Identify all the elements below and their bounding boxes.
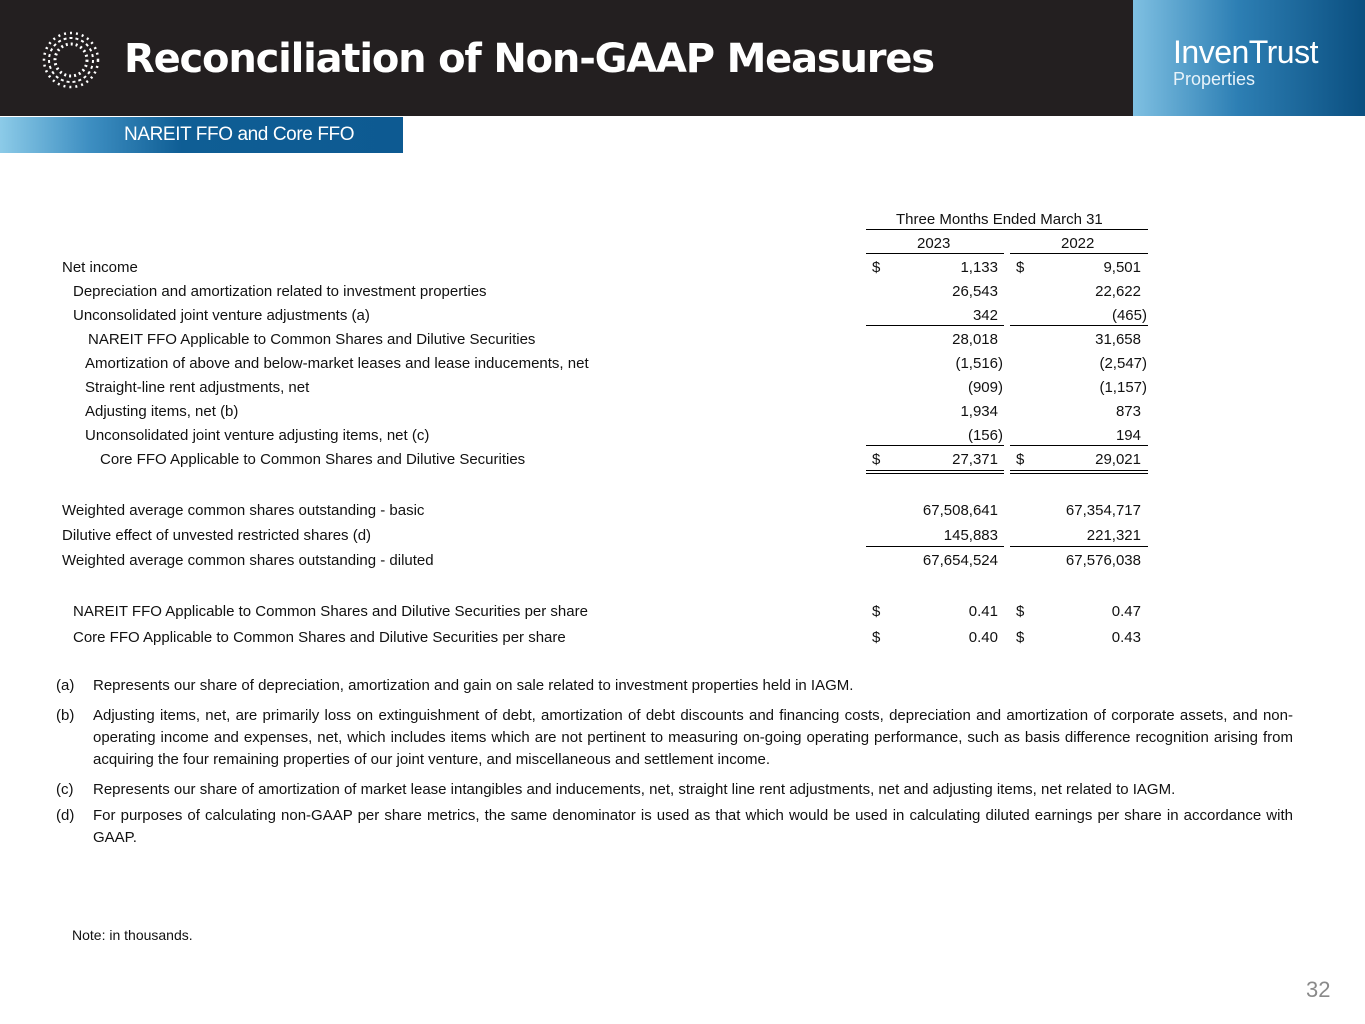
- row-label: NAREIT FFO Applicable to Common Shares and Dilutive Securities: [88, 331, 536, 348]
- row-label: Unconsolidated joint venture adjustments (a): [73, 307, 370, 324]
- page-number: 32: [1306, 977, 1331, 1002]
- row-label: Core FFO Applicable to Common Shares and Dilutive Securities per share: [73, 629, 566, 646]
- value-2022: (465): [1111, 307, 1147, 324]
- value-2023: 27,371: [952, 451, 998, 468]
- footnote: [56, 675, 1293, 697]
- value-2023: (156): [967, 427, 1003, 444]
- currency-symbol: $: [872, 259, 881, 276]
- value-2022: 9,501: [1103, 259, 1141, 276]
- currency-symbol: $: [872, 629, 881, 646]
- units-note: Note: in thousands.: [72, 927, 193, 943]
- row-label: Net income: [62, 259, 138, 276]
- value-2022: (1,157): [1099, 379, 1147, 396]
- footnote-label: (a): [56, 677, 75, 694]
- currency-symbol: $: [1016, 603, 1025, 620]
- year-header-2022: 2022: [1061, 235, 1095, 252]
- value-2022: 29,021: [1095, 451, 1141, 468]
- value-2023: 28,018: [952, 331, 998, 348]
- value-2022: 31,658: [1095, 331, 1141, 348]
- currency-symbol: $: [1016, 451, 1025, 468]
- row-label: Weighted average common shares outstanding - basic: [62, 502, 425, 519]
- value-2023: 0.41: [968, 603, 998, 620]
- header-bar: [0, 0, 1133, 116]
- row-label: Depreciation and amortization related to investment properties: [73, 283, 487, 300]
- value-2022: 873: [1115, 403, 1141, 420]
- company-logo-icon: [34, 30, 108, 90]
- row-label: Amortization of above and below-market leases and lease inducements, net: [85, 355, 589, 372]
- value-2023: (1,516): [955, 355, 1003, 372]
- value-2023: 26,543: [952, 283, 998, 300]
- row-label: NAREIT FFO Applicable to Common Shares and Dilutive Securities per share: [73, 603, 588, 620]
- currency-symbol: $: [872, 603, 881, 620]
- footnote-text: Represents our share of amortization of market lease intangibles and inducements, net, straight line rent adjustments, net and adjusting items, net related to IAGM.: [93, 781, 1176, 798]
- footnote: [56, 805, 1293, 849]
- value-2023: 1,934: [960, 403, 998, 420]
- row-label: Unconsolidated joint venture adjusting items, net (c): [85, 427, 430, 444]
- brand-subtitle: Properties: [1173, 69, 1256, 89]
- value-2023: 0.40: [968, 629, 998, 646]
- section-subtitle: NAREIT FFO and Core FFO: [124, 124, 355, 145]
- value-2022: 221,321: [1086, 527, 1141, 544]
- value-2023: (909): [967, 379, 1003, 396]
- footnote-label: (d): [56, 807, 75, 824]
- value-2022: 67,576,038: [1065, 552, 1141, 569]
- footnote: [56, 705, 1293, 771]
- period-header: Three Months Ended March 31: [896, 211, 1103, 228]
- footnote-label: (c): [56, 781, 74, 798]
- value-2022: (2,547): [1099, 355, 1147, 372]
- row-label: Dilutive effect of unvested restricted shares (d): [62, 527, 372, 544]
- value-2023: 342: [972, 307, 998, 324]
- footnote-text: For purposes of calculating non-GAAP per share metrics, the same denominator is used as that which would be used in calculating diluted earnings per share in accordance with GAAP.: [93, 807, 1293, 846]
- value-2023: 67,508,641: [922, 502, 998, 519]
- row-label: Adjusting items, net (b): [85, 403, 239, 420]
- row-label: Straight-line rent adjustments, net: [85, 379, 310, 396]
- footnote: [56, 779, 1293, 801]
- currency-symbol: $: [1016, 629, 1025, 646]
- value-2022: 194: [1115, 427, 1141, 444]
- value-2023: 67,654,524: [922, 552, 998, 569]
- currency-symbol: $: [872, 451, 881, 468]
- brand-name: InvenTrust: [1173, 34, 1318, 70]
- value-2023: 145,883: [943, 527, 998, 544]
- row-label: Core FFO Applicable to Common Shares and Dilutive Securities: [100, 451, 526, 468]
- value-2022: 0.43: [1111, 629, 1141, 646]
- currency-symbol: $: [1016, 259, 1025, 276]
- year-header-2023: 2023: [917, 235, 951, 252]
- row-label: Weighted average common shares outstanding - diluted: [62, 552, 434, 569]
- footnote-text: Represents our share of depreciation, amortization and gain on sale related to investment properties held in IAGM.: [93, 677, 854, 694]
- brand-logo: [1133, 0, 1365, 116]
- value-2022: 0.47: [1111, 603, 1141, 620]
- page-title: Reconciliation of Non-GAAP Measures: [124, 36, 934, 82]
- value-2023: 1,133: [960, 259, 998, 276]
- footnote-text: Adjusting items, net, are primarily loss on extinguishment of debt, amortization of debt discounts and financing costs, depreciation and amortization of corporate assets, and non-operating income and expenses, net, which includes items which are not pertinent to measuring on-going operating performance, such as basis difference recognition arising from acquiring the four remaining properties of our joint venture, and miscellaneous and settlement income.: [93, 707, 1293, 768]
- section-subtitle-bar: [0, 117, 403, 153]
- value-2022: 22,622: [1095, 283, 1141, 300]
- value-2022: 67,354,717: [1065, 502, 1141, 519]
- footnote-label: (b): [56, 707, 75, 724]
